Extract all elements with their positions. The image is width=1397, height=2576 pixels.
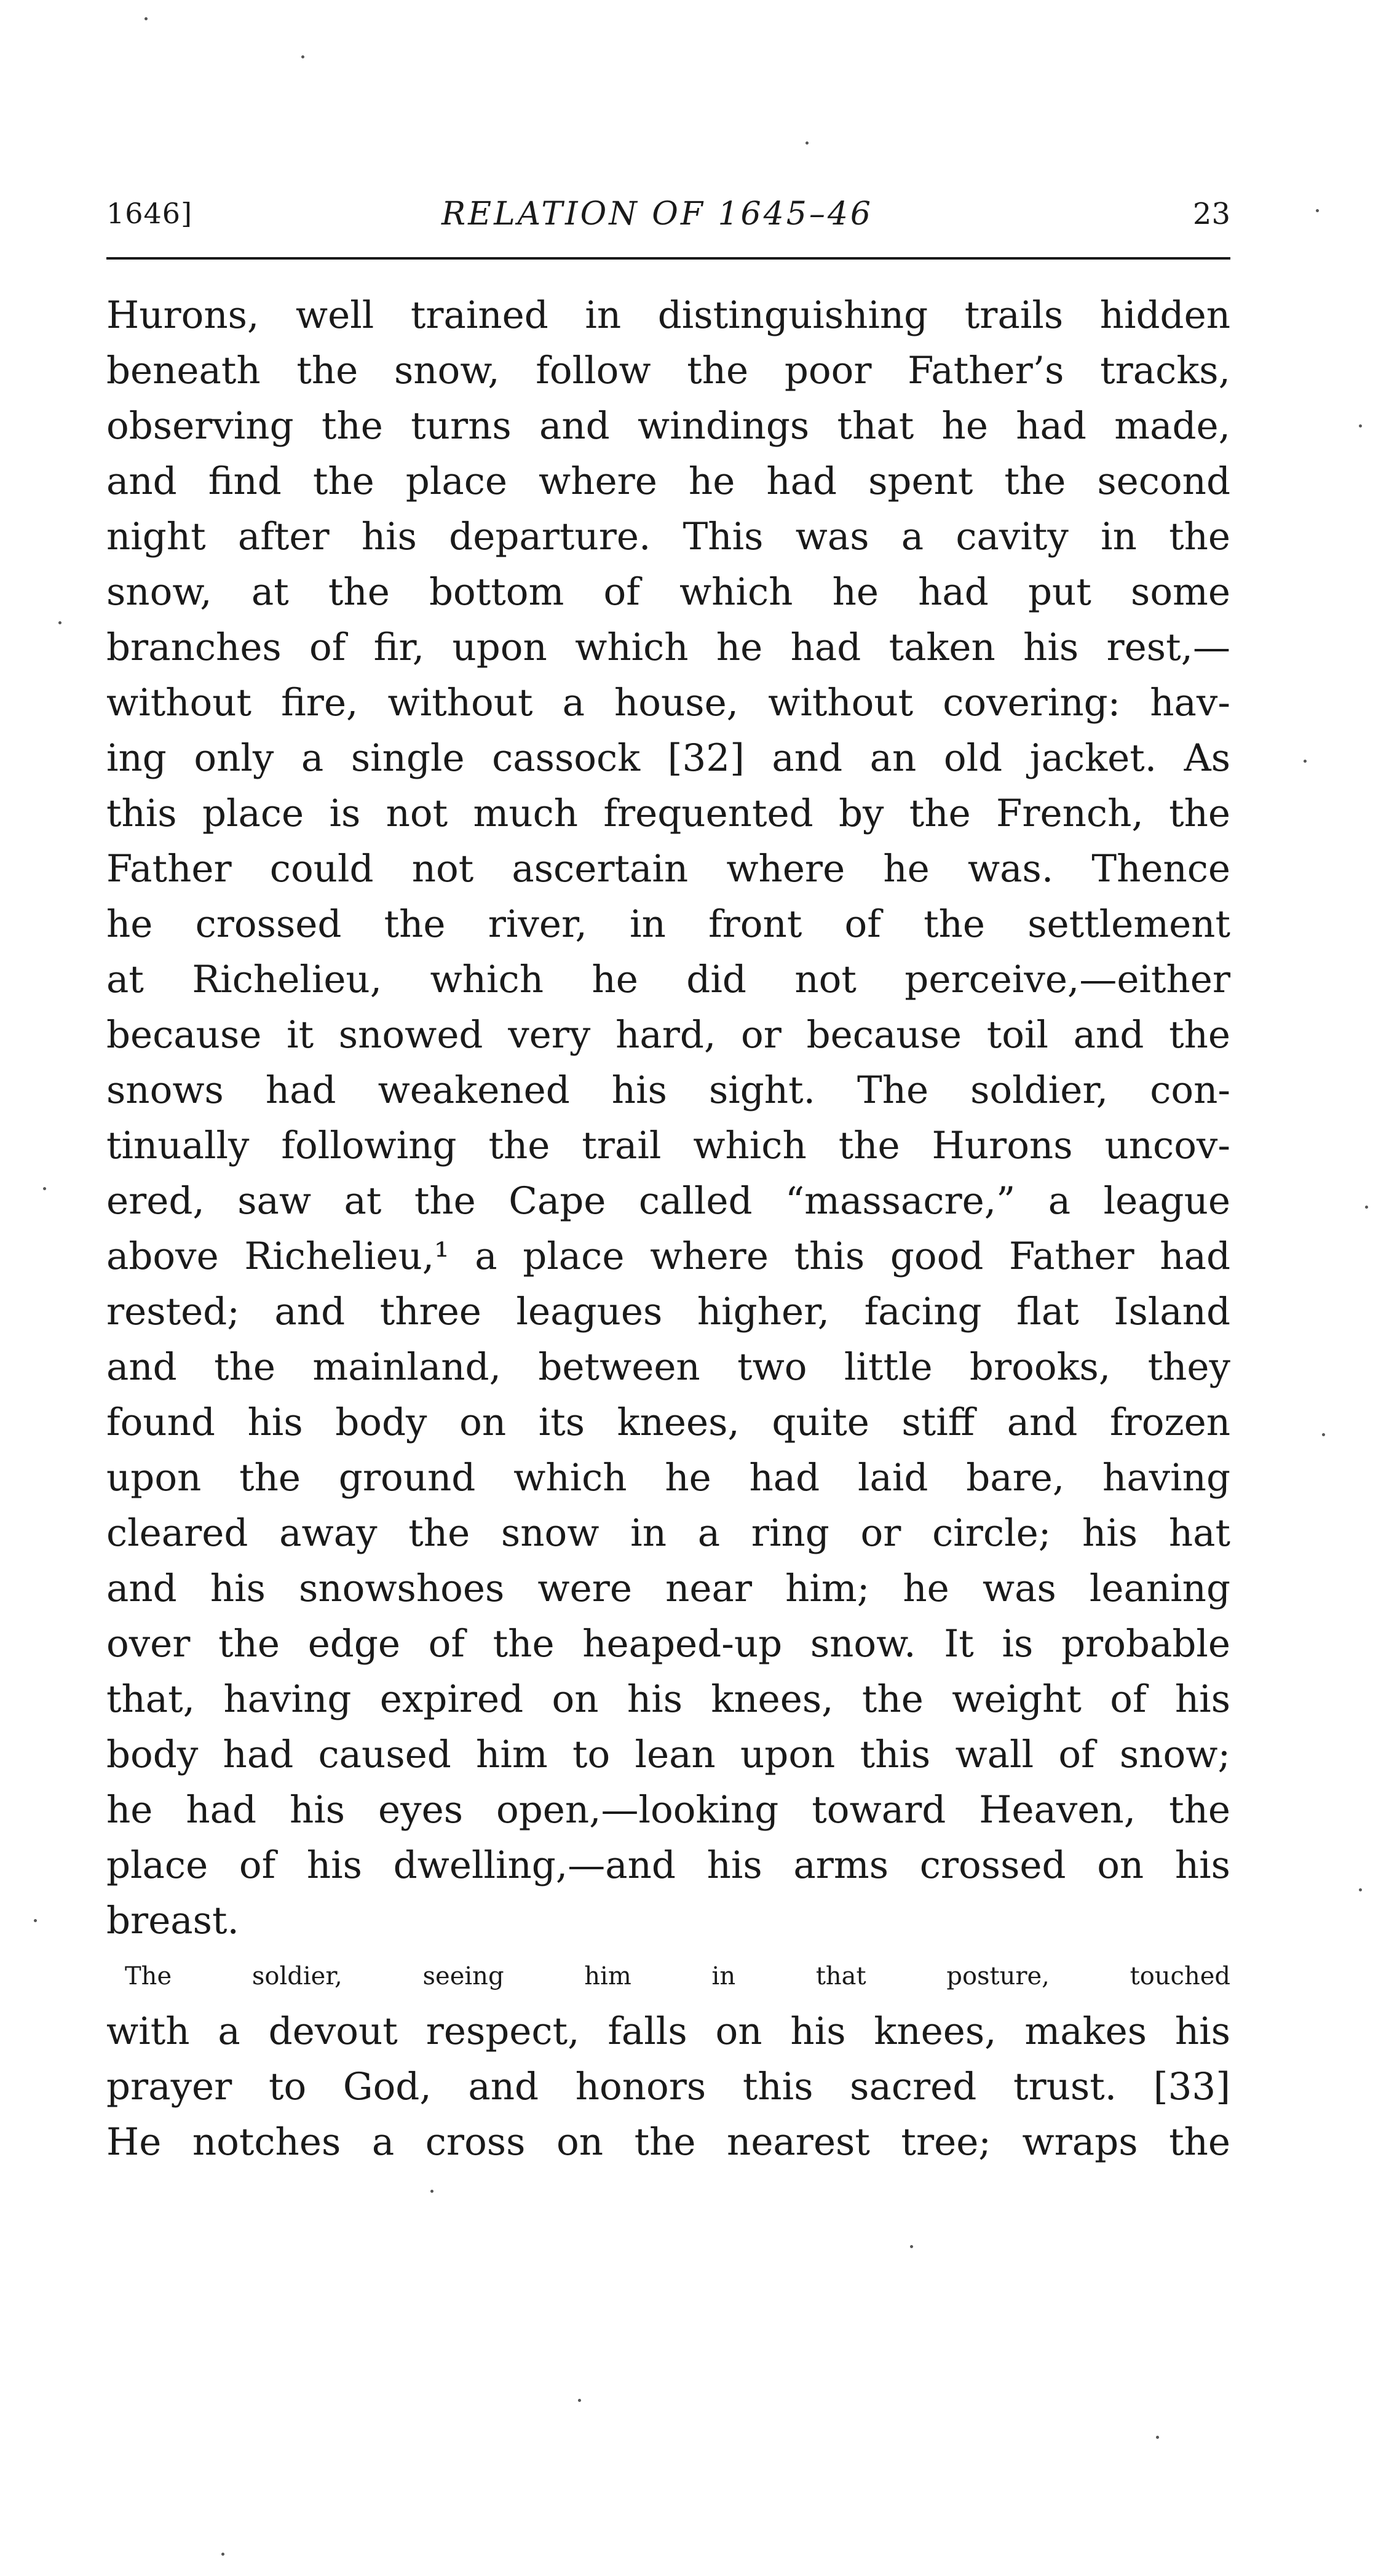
print-speck xyxy=(805,141,809,145)
text-line: snows had weakened his sight. The soldier, con- xyxy=(106,1068,1230,1112)
print-speck xyxy=(1359,1888,1362,1891)
running-header xyxy=(106,197,1230,246)
text-line: place of his dwelling,—and his arms crossed on his xyxy=(106,1843,1230,1887)
text-line: breast. xyxy=(106,1899,239,1942)
print-speck xyxy=(1156,2436,1159,2439)
text-line: ered, saw at the Cape called “massacre,” a league xyxy=(106,1179,1230,1223)
text-line: because it snowed very hard, or because toil and the xyxy=(106,1013,1230,1057)
text-line: rested; and three leagues higher, facing flat Island xyxy=(106,1290,1230,1334)
text-line: observing the turns and windings that he had made, xyxy=(106,404,1230,448)
text-line: and find the place where he had spent the second xyxy=(106,459,1230,503)
print-speck xyxy=(910,2245,913,2248)
paragraph-2 xyxy=(106,1949,1230,2170)
text-line: tinually following the trail which the Hurons uncov- xyxy=(106,1124,1230,1167)
print-speck xyxy=(1304,760,1307,763)
text-line: cleared away the snow in a ring or circle; his hat xyxy=(106,1511,1230,1555)
header-title: RELATION OF 1645–46 xyxy=(441,196,873,233)
print-speck xyxy=(1322,1433,1325,1436)
print-speck xyxy=(58,621,61,624)
text-line: above Richelieu,¹ a place where this good Father had xyxy=(106,1234,1230,1278)
text-line: he had his eyes open,—looking toward Heaven, the xyxy=(106,1788,1230,1832)
print-speck xyxy=(430,2190,433,2193)
text-line: over the edge of the heaped-up snow. It is probable xyxy=(106,1622,1230,1666)
text-line: ing only a single cassock [32] and an old jacket. As xyxy=(106,736,1230,780)
text-line: prayer to God, and honors this sacred trust. [33] xyxy=(106,2065,1230,2109)
text-line: and his snowshoes were near him; he was leaning xyxy=(106,1567,1230,1610)
header-rule xyxy=(106,257,1230,260)
text-line: without fire, without a house, without covering: hav- xyxy=(106,681,1230,725)
text-line: body had caused him to lean upon this wall of snow; xyxy=(106,1733,1230,1776)
text-line: at Richelieu, which he did not perceive,—either xyxy=(106,958,1230,1001)
print-speck xyxy=(144,17,148,20)
print-speck xyxy=(221,2553,224,2556)
header-year: 1646] xyxy=(106,197,193,230)
text-line: branches of fir, upon which he had taken his rest,— xyxy=(106,626,1230,669)
print-speck xyxy=(1365,1206,1368,1209)
text-line: He notches a cross on the nearest tree; wraps the xyxy=(106,2120,1230,2164)
text-line: upon the ground which he had laid bare, having xyxy=(106,1456,1230,1500)
text-line: Father could not ascertain where he was. Thence xyxy=(106,847,1230,891)
text-line: this place is not much frequented by the French, the xyxy=(106,792,1230,835)
text-line: beneath the snow, follow the poor Father’s tracks, xyxy=(106,349,1230,392)
text-line: night after his departure. This was a cavity in the xyxy=(106,515,1230,559)
print-speck xyxy=(1316,209,1319,212)
text-line: he crossed the river, in front of the settlement xyxy=(106,902,1230,946)
body-text xyxy=(106,288,1230,2170)
text-line: with a devout respect, falls on his knees, makes his xyxy=(106,2010,1230,2053)
text-line: snow, at the bottom of which he had put some xyxy=(106,570,1230,614)
text-line: Hurons, well trained in distinguishing trails hidden xyxy=(106,293,1230,337)
paragraph-1 xyxy=(106,288,1230,1949)
print-speck xyxy=(34,1919,37,1922)
print-speck xyxy=(43,1187,46,1190)
text-line: that, having expired on his knees, the weight of his xyxy=(106,1677,1230,1721)
page-number: 23 xyxy=(1192,197,1230,231)
print-speck xyxy=(301,55,304,58)
print-speck xyxy=(578,2399,581,2402)
text-line: The soldier, seeing him in that posture, touched xyxy=(125,1962,1230,1990)
text-line: and the mainland, between two little brooks, they xyxy=(106,1345,1230,1389)
print-speck xyxy=(1359,424,1362,427)
text-line: found his body on its knees, quite stiff and frozen xyxy=(106,1401,1230,1444)
